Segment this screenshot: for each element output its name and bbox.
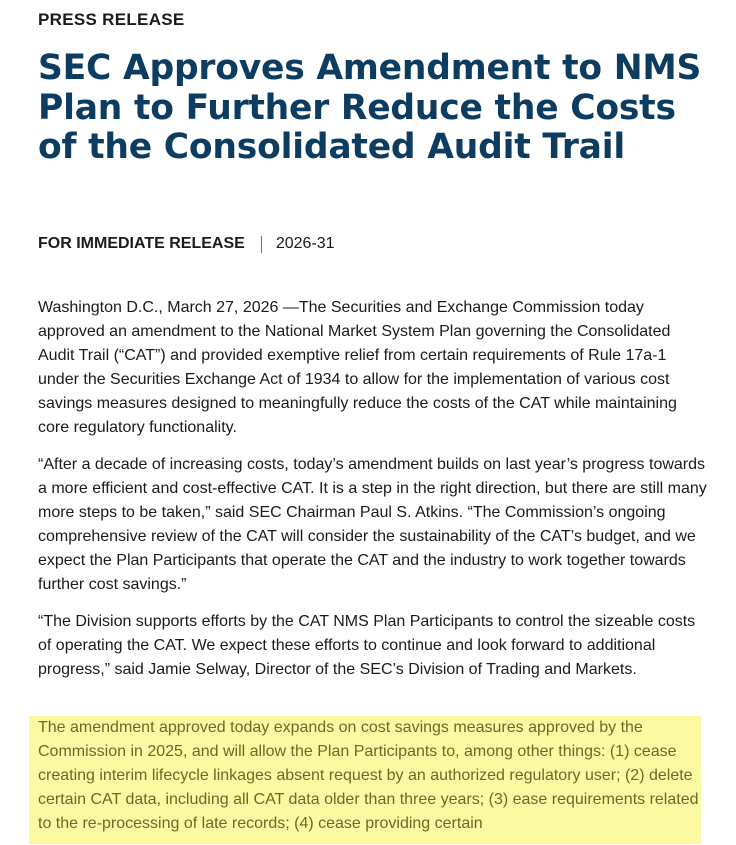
paragraph-amendment-details: The amendment approved today expands on cost savings measures approved by the Commission in 2025, and will allow the Plan Participants to, among other things: (1) cease creating interim lifecycle linkages absent request by an authorized regulatory user; (2) delete certain CAT data, including all CAT data older than three years; (3) ease requirements related to the re-processing of late records; (4) cease providing certain — [38, 719, 699, 832]
paragraph-chairman-quote: “After a decade of increasing costs, today’s amendment builds on last year’s progress towards a more efficient and cost-effective CAT. It is a step in the right direction, but there are still many more steps to be taken,” said SEC Chairman Paul S. Atkins. “The Commission’s ongoing comprehensive review of the CAT will consider the sustainability of the CAT’s budget, and we expect the Plan Participants that operate the CAT and the industry to work together towards further cost savings.” — [38, 456, 707, 593]
release-number: 2026-31 — [275, 235, 335, 252]
release-label: FOR IMMEDIATE RELEASE — [38, 235, 245, 252]
page-title: SEC Approves Amendment to NMS Plan to Further Reduce the Costs of the Consolidated Audit Trail — [38, 48, 702, 167]
article-body — [38, 296, 710, 695]
paragraph-intro: Washington D.C., March 27, 2026 —The Securities and Exchange Commission today approved an amendment to the National Market System Plan governing the Consolidated Audit Trail (“CAT”) and provided exemptive relief from certain requirements of Rule 17a-1 under the Securities Exchange Act of 1934 to allow for the implementation of various cost savings measures designed to meaningfully reduce the costs of the CAT while maintaining core regulatory functionality. — [38, 299, 677, 436]
press-release-eyebrow: PRESS RELEASE — [38, 10, 185, 29]
paragraph-director-quote: “The Division supports efforts by the CAT NMS Plan Participants to control the sizeable costs of operating the CAT. We expect these efforts to continue and look forward to additional progress,” said Jamie Selway, Director of the SEC’s Division of Trading and Markets. — [38, 613, 696, 678]
highlighted-passage — [29, 716, 701, 844]
meta-divider — [261, 236, 262, 253]
release-meta — [38, 235, 335, 253]
